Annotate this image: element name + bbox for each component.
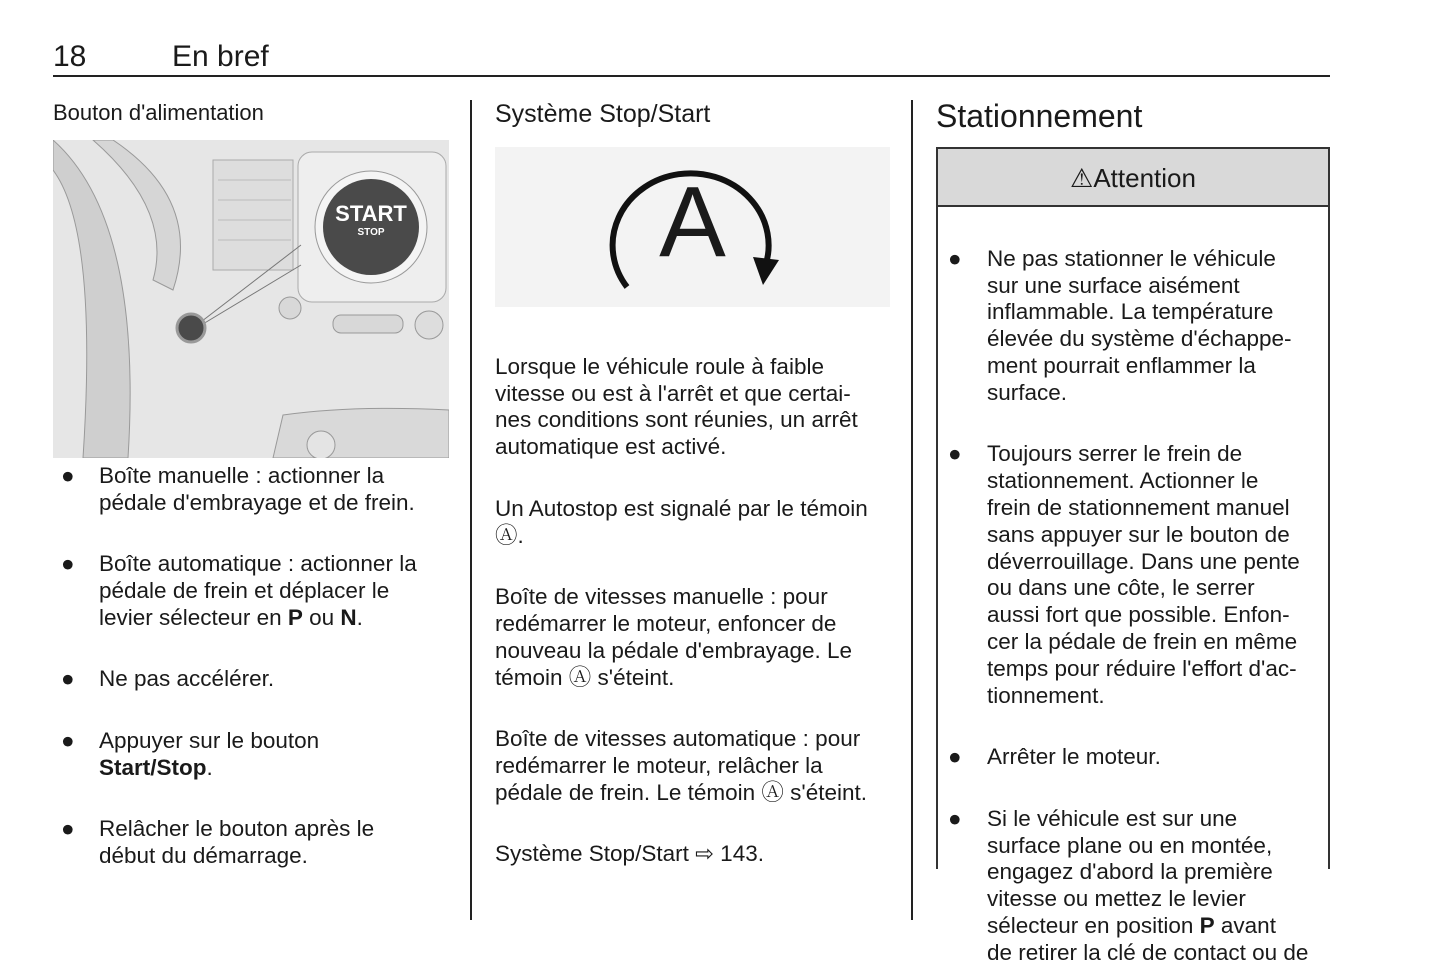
paragraph: Lorsque le véhicule roule à faible vitesse ou est à l'arrêt et que certai- nes conditions sont réunies, un arrêt automatique est activé. (495, 353, 858, 460)
autostop-icon (495, 147, 890, 307)
section-heading: Bouton d'alimentation (53, 100, 264, 125)
bullet-icon: ● (948, 441, 962, 467)
list-item: ● Si le véhicule est sur une surface plane ou en montée, engagez d'abord la première vitesse ou mettez le levier sélecteur en position P avant de retirer la clé de contact ou de (948, 805, 1309, 965)
list-item: ● Ne pas stationner le véhicule sur une surface aisément inflammable. La température élevée du système d'échappe- ment pourrait enflammer la surface. (948, 245, 1292, 405)
bullet-icon: ● (948, 245, 962, 271)
bullet-icon: ● (61, 551, 75, 577)
attention-label: Attention (1093, 163, 1196, 193)
paragraph: Un Autostop est signalé par le témoin Ⓐ. (495, 495, 868, 548)
attention-box (936, 147, 1330, 965)
list-item: ● Ne pas accélérer. (61, 666, 275, 692)
bullet-icon: ● (61, 666, 75, 692)
page-number: 18 (53, 40, 87, 73)
column-parking (936, 98, 1330, 965)
stop-label: STOP (357, 227, 385, 238)
header-rule (53, 75, 1330, 77)
paragraph: Boîte de vitesses manuelle : pour redémarrer le moteur, enfoncer de nouveau la pédale d'embrayage. Le témoin Ⓐ s'éteint. (495, 584, 853, 690)
list-item: ● Arrêter le moteur. (948, 744, 1161, 770)
warning-icon: ⚠ (1070, 163, 1094, 193)
start-button-illustration (53, 140, 449, 458)
cross-reference-link[interactable]: Système Stop/Start ⇨ 143. (495, 841, 764, 867)
list-item: ● Relâcher le bouton après le début du démarrage. (61, 816, 375, 869)
column-divider (911, 100, 913, 920)
column-stop-start (495, 100, 895, 903)
bullet-icon: ● (61, 816, 75, 842)
paragraph: Boîte de vitesses automatique : pour redémarrer le moteur, relâcher la pédale de frein. Le témoin Ⓐ s'éteint. (495, 726, 868, 805)
bullet-icon: ● (948, 744, 962, 770)
section-title: En bref (172, 40, 269, 73)
section-heading: Stationnement (936, 98, 1143, 134)
list-item: ● Boîte automatique : actionner la pédale de frein et déplacer le levier sélecteur en P ou N. (61, 551, 417, 630)
column-power-button (53, 100, 453, 905)
bullet-icon: ● (61, 462, 75, 488)
bullet-icon: ● (948, 805, 962, 831)
section-heading: Système Stop/Start (495, 100, 711, 128)
autostop-letter: A (659, 166, 726, 278)
start-label: START (335, 201, 407, 226)
attention-header (938, 149, 1328, 207)
list-item: ● Appuyer sur le bouton Start/Stop. (61, 727, 320, 780)
list-item: ● Boîte manuelle : actionner la pédale d'embrayage et de frein. (61, 462, 415, 515)
list-item: ● Toujours serrer le frein de stationnement. Actionner le frein de stationnement manuel sans appuyer sur le bouton de déverrouillage. Dans une pente ou dans une côte, le serrer aussi fort que possible. Enfon- cer la pédale de frein en même temps pour réduire l'effort d'ac- tionnement. (948, 441, 1300, 708)
column-divider (470, 100, 472, 920)
bullet-icon: ● (61, 727, 75, 753)
